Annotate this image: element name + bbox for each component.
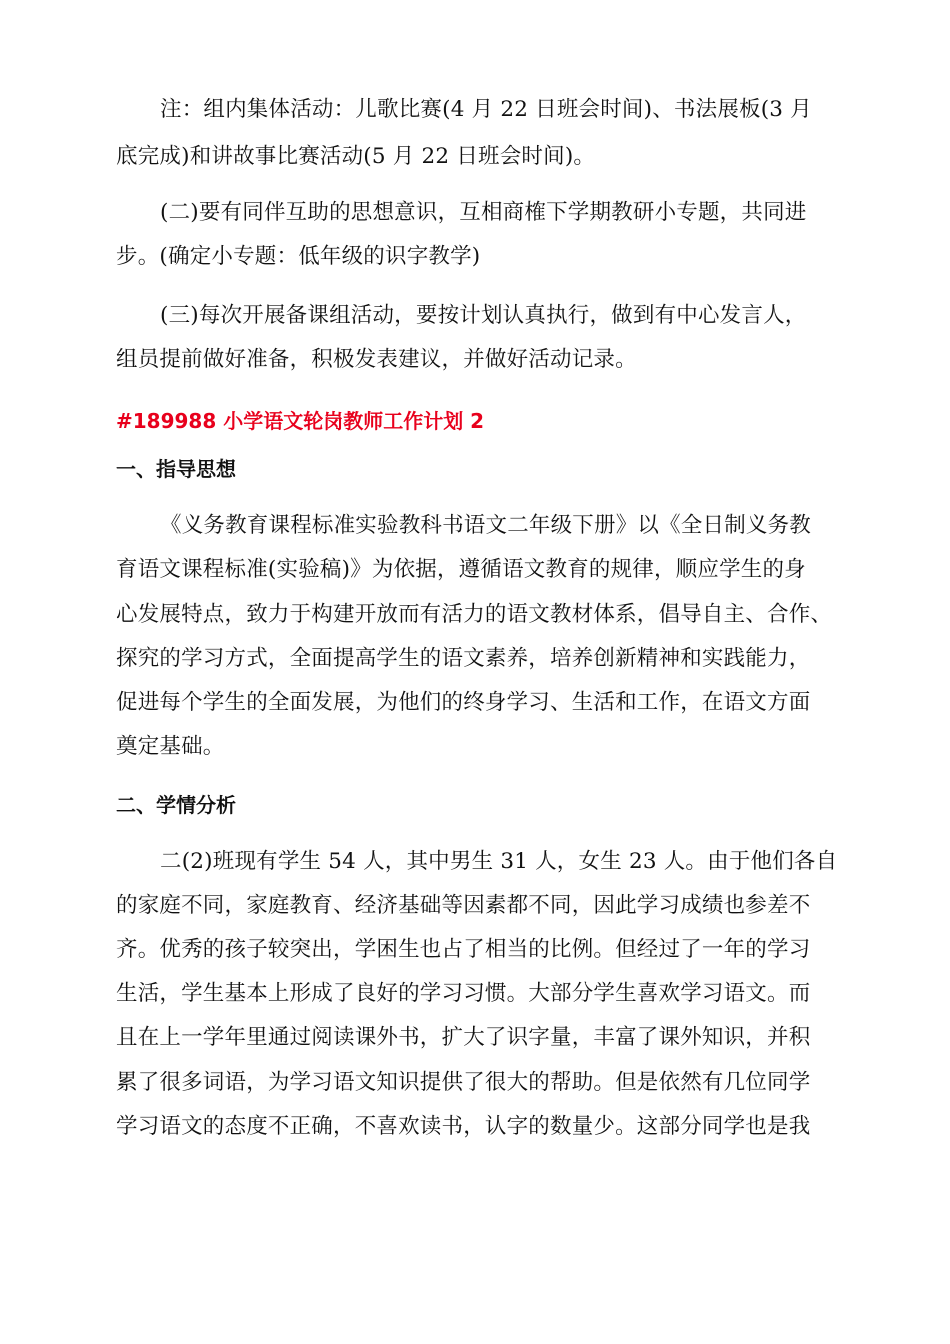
guiding-line-5: 促进每个学生的全面发展，为他们的终身学习、生活和工作，在语文方面 (116, 690, 811, 715)
para-2-line-2: 步。(确定小专题：低年级的识字教学) (116, 244, 481, 269)
guiding-line-6: 奠定基础。 (116, 734, 225, 759)
analysis-line-6: 累了很多词语，为学习语文知识提供了很大的帮助。但是依然有几位同学 (116, 1070, 811, 1095)
guiding-line-4: 探究的学习方式，全面提高学生的语文素养，培养创新精神和实践能力， (116, 646, 811, 671)
analysis-line-3: 齐。优秀的孩子较突出，学困生也占了相当的比例。但经过了一年的学习 (116, 937, 811, 962)
analysis-line-4: 生活，学生基本上形成了良好的学习习惯。大部分学生喜欢学习语文。而 (116, 981, 811, 1006)
guiding-line-2: 育语文课程标准(实验稿)》为依据，遵循语文教育的规律，顺应学生的身 (116, 557, 806, 582)
heading-learning-analysis: 二、学情分析 (116, 793, 236, 817)
guiding-line-3: 心发展特点，致力于构建开放而有活力的语文教材体系，倡导自主、合作、 (116, 602, 833, 627)
para-2-line-1: (二)要有同伴互助的思想意识，互相商榷下学期教研小专题，共同进 (160, 200, 807, 225)
guiding-line-1: 《义务教育课程标准实验教科书语文二年级下册》以《全日制义务教 (160, 513, 812, 538)
analysis-line-2: 的家庭不同，家庭教育、经济基础等因素都不同，因此学习成绩也参差不 (116, 893, 811, 918)
analysis-line-1: 二(2)班现有学生 54 人，其中男生 31 人，女生 23 人。由于他们各自 (160, 849, 838, 874)
note-line-1: 注：组内集体活动：儿歌比赛(4 月 22 日班会时间)、书法展板(3 月 (160, 97, 812, 122)
para-3-line-2: 组员提前做好准备，积极发表建议，并做好活动记录。 (116, 347, 637, 372)
analysis-line-5: 且在上一学年里通过阅读课外书，扩大了识字量，丰富了课外知识，并积 (116, 1025, 811, 1050)
analysis-line-7: 学习语文的态度不正确，不喜欢读书，认字的数量少。这部分同学也是我 (116, 1114, 811, 1139)
note-line-2: 底完成)和讲故事比赛活动(5 月 22 日班会时间)。 (116, 144, 596, 169)
heading-guiding-thought: 一、指导思想 (116, 457, 236, 481)
para-3-line-1: (三)每次开展备课组活动，要按计划认真执行，做到有中心发言人， (160, 303, 807, 328)
section-title: #189988 小学语文轮岗教师工作计划 2 (116, 409, 485, 433)
